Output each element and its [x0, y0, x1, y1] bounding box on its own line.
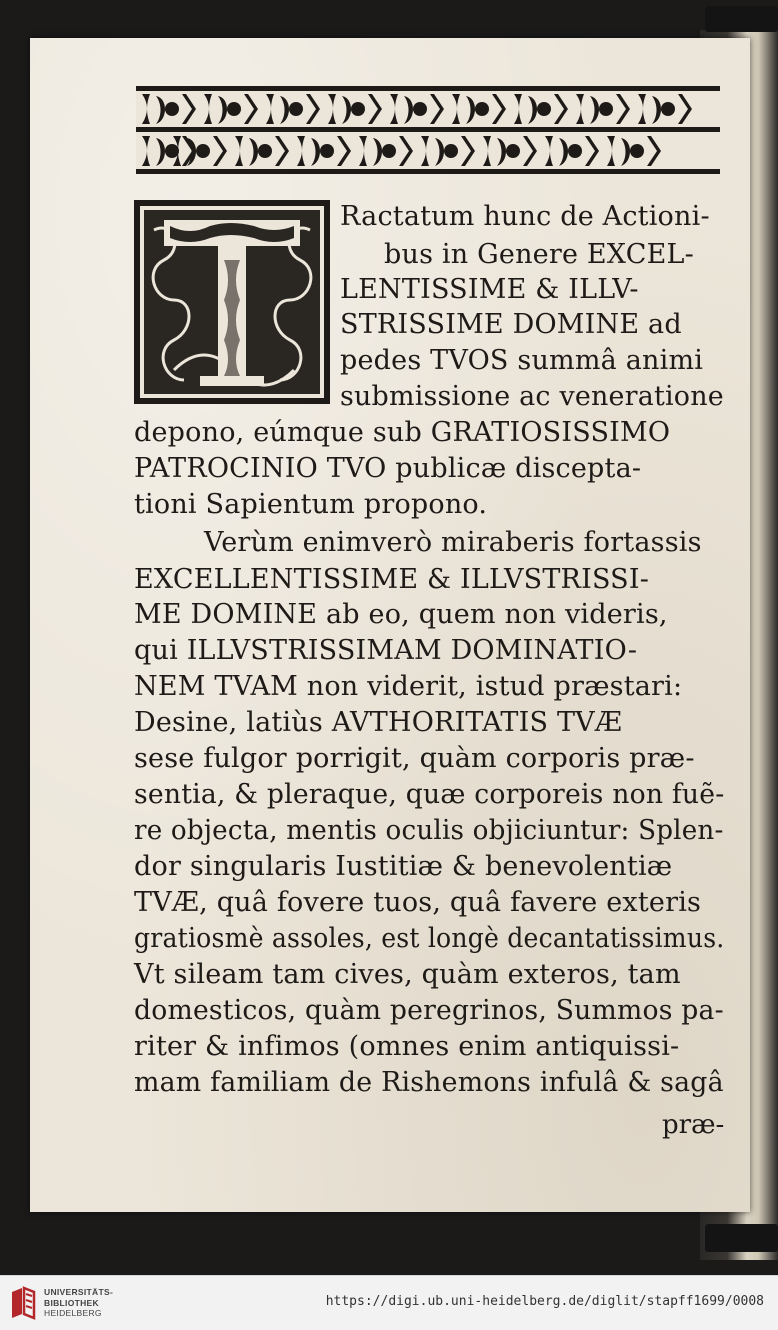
- text-line: submissione ac veneratione: [340, 381, 724, 412]
- text-line: EXCELLENTISSIME & ILLVSTRISSI-: [134, 564, 650, 595]
- library-logo-icon[interactable]: [8, 1286, 38, 1320]
- text-line: domesticos, quàm peregrinos, Summos pa-: [134, 995, 724, 1026]
- catchword: præ-: [662, 1110, 725, 1140]
- logo-line: HEIDELBERG: [44, 1308, 102, 1318]
- text-line: Vt sileam tam cives, quàm exteros, tam: [134, 959, 681, 990]
- logo-line: UNIVERSITÄTS-: [44, 1287, 114, 1297]
- text-line: TVÆ, quâ fovere tuos, quâ favere exteris: [134, 887, 702, 918]
- text-line: Ractatum hunc de Actioni-: [340, 201, 710, 232]
- text-line: NEM TVAM non viderit, istud præstari:: [134, 671, 683, 702]
- page-url-link[interactable]: https://digi.ub.uni-heidelberg.de/diglit/stapff1699/0008: [325, 1294, 764, 1309]
- text-line: STRISSIME DOMINE ad: [340, 309, 682, 340]
- text-line: ME DOMINE ab eo, quem non videris,: [134, 599, 668, 630]
- text-line: gratiosmè assoles, est longè decantatissimus.: [134, 923, 725, 954]
- text-line: tioni Sapientum propono.: [134, 489, 488, 520]
- binding-strap-top: [705, 6, 778, 32]
- text-line: Desine, latiùs AVTHORITATIS TVÆ: [134, 707, 623, 738]
- library-logo-text[interactable]: [44, 1287, 164, 1319]
- text-line: LENTISSIME & ILLV-: [340, 274, 639, 305]
- text-line: dor singularis Iustitiæ & benevolentiæ: [134, 851, 673, 882]
- viewer-footer: [0, 1275, 778, 1330]
- text-line: re objecta, mentis oculis objiciuntur: Splen-: [134, 815, 724, 846]
- text-line: Verùm enimverò miraberis fortassis: [204, 527, 702, 558]
- text-line: sentia, & pleraque, quæ corporeis non fuẽ-: [134, 779, 725, 810]
- text-line: bus in Genere EXCEL-: [384, 239, 694, 270]
- text-line: PATROCINIO TVO publicæ discepta-: [134, 453, 642, 484]
- ornamental-headpiece: [136, 86, 720, 174]
- text-line: depono, eúmque sub GRATIOSISSIMO: [134, 417, 671, 448]
- binding-strap-bottom: [705, 1224, 778, 1252]
- logo-line: BIBLIOTHEK: [44, 1297, 99, 1308]
- text-line: sese fulgor porrigit, quàm corporis præ-: [134, 743, 695, 774]
- text-line: qui ILLVSTRISSIMAM DOMINATIO-: [134, 635, 638, 666]
- text-line: pedes TVOS summâ animi: [340, 345, 704, 376]
- text-line: riter & infimos (omnes enim antiquissi-: [134, 1031, 680, 1062]
- text-line: mam familiam de Rishemons infulâ & sagâ: [134, 1067, 724, 1098]
- decorated-initial: [134, 200, 330, 404]
